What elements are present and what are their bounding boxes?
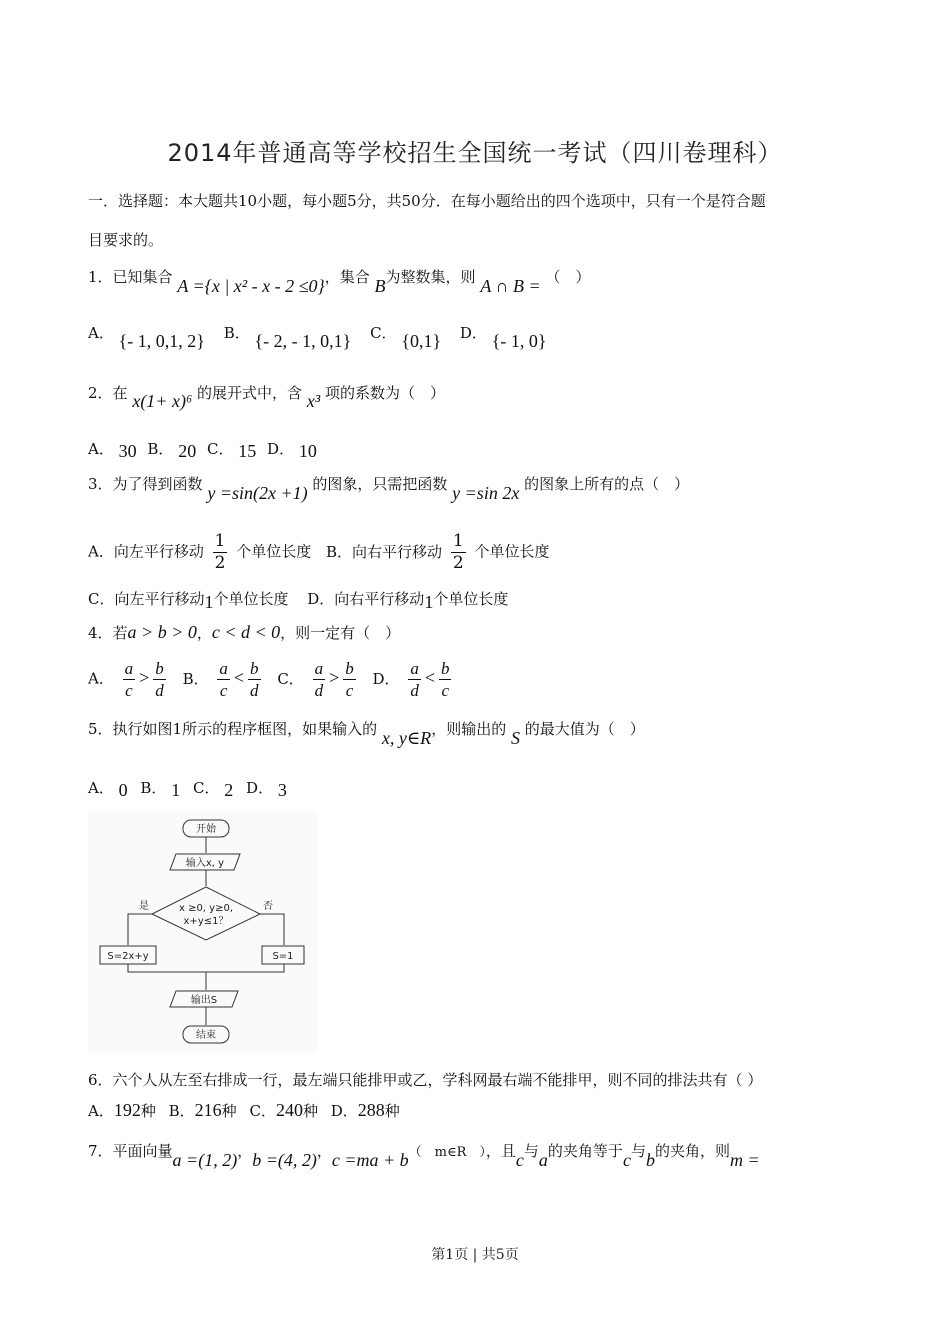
q1-set-a: A ={x | x² - x - 2 ≤0}: [177, 276, 325, 296]
question-4: [88, 622, 400, 643]
q3-options-ab: [88, 531, 549, 574]
q4-condition-2: c < d < 0: [211, 622, 281, 642]
q4-c-num-1: a: [314, 659, 324, 678]
q6-option-c-value: 240: [275, 1100, 303, 1120]
q4-option-c-frac-right: [343, 658, 356, 701]
q5-option-d-label: D．: [246, 779, 274, 797]
q7-vector-a: a =(1, 2): [172, 1150, 238, 1170]
q4-condition-1: a > b > 0: [127, 622, 197, 642]
q7-mid1: ，且: [485, 1142, 516, 1160]
q6-option-a-unit: 种: [140, 1102, 156, 1120]
q5-option-c-value: 2: [224, 780, 234, 800]
question-2: [88, 382, 445, 411]
q5-option-a-value: 0: [118, 780, 128, 800]
q7-m: m =: [729, 1150, 760, 1170]
q6-option-c-unit: 种: [302, 1102, 318, 1120]
q2-suffix: 项的系数为（ ）: [324, 384, 445, 402]
q7-c-ref-1: c: [515, 1150, 524, 1170]
q6-option-d-value: 288: [357, 1100, 385, 1120]
q4-b-num-2: b: [250, 659, 259, 678]
q1-expr: A ∩ B =: [480, 276, 541, 296]
q4-option-a-frac-right: [153, 658, 166, 701]
q1-prefix: 1．已知集合: [88, 268, 173, 286]
q3-option-a-label: A．向左平行移动: [88, 542, 204, 561]
q7-b-ref: b: [645, 1150, 655, 1170]
page-title: 2014年普通高等学校招生全国统一考试（四川卷理科）: [167, 139, 783, 167]
q6-option-b-unit: 种: [221, 1102, 237, 1120]
q3-mid: 的图象，只需把函数: [312, 475, 448, 493]
q4-a-den-2: d: [155, 681, 164, 700]
flowchart-figure: [88, 812, 318, 1052]
q4-c-den-1: d: [314, 681, 324, 700]
flow-end-text: 结束: [196, 1030, 216, 1041]
flow-assign-no-text: S=1: [272, 951, 294, 962]
q3-option-c-value: 1: [204, 592, 214, 612]
q4-suffix: ，则一定有（ ）: [280, 624, 401, 642]
q4-option-b-frac-right: [248, 658, 261, 701]
q6-option-d-unit: 种: [384, 1102, 400, 1120]
q1-options: [88, 322, 547, 351]
flow-input-text: 输入x, y: [185, 858, 225, 869]
q3-option-a-suffix: 个单位长度: [236, 542, 312, 561]
q2-option-b-value: 20: [178, 441, 197, 461]
q7-sep2: ，: [316, 1142, 332, 1160]
q7-sep1: ，: [237, 1142, 253, 1160]
flow-no-label: 否: [263, 901, 273, 912]
q3-option-b-label: B．向右平行移动: [326, 542, 443, 561]
q5-option-b-value: 1: [171, 780, 181, 800]
question-1: [88, 266, 591, 296]
q4-a-num-1: a: [124, 659, 134, 678]
q1-mid2: 为整数集，则: [385, 268, 476, 286]
q1-option-a-value: {- 1, 0,1, 2}: [118, 331, 205, 351]
q1-option-d-label: D．: [459, 324, 487, 342]
q3-option-b-denominator: 2: [452, 553, 464, 573]
q4-option-d-label: D．: [372, 669, 400, 688]
flow-start-text: 开始: [196, 824, 216, 835]
q6-option-b-value: 216: [194, 1100, 222, 1120]
q3-option-c-label: C．向左平行移动: [88, 590, 205, 608]
section-intro-line1: 一．选择题：本大题共10小题，每小题5分，共50分．在每小题给出的四个选项中，只有一个是符合题: [88, 192, 766, 210]
q2-option-a-value: 30: [118, 441, 137, 461]
question-5: [88, 718, 645, 748]
q4-b-den-2: d: [250, 681, 259, 700]
question-3: [88, 473, 690, 503]
q3-suffix: 的图象上所有的点（ ）: [524, 475, 690, 493]
q1-option-b-value: {- 2, - 1, 0,1}: [254, 331, 352, 351]
q7-with-2: 与: [630, 1142, 646, 1160]
q6-option-b-label: B．: [168, 1102, 195, 1120]
q2-mid: 的展开式中，含: [196, 384, 302, 402]
q4-option-c-operator: >: [329, 667, 340, 688]
q5-vars: x, y∈R: [381, 728, 432, 748]
q5-option-d-value: 3: [277, 780, 287, 800]
q5-options: [88, 777, 287, 798]
q4-a-den-1: c: [125, 681, 133, 700]
q4-a-num-2: b: [155, 659, 164, 678]
q7-mid2: 的夹角等于: [547, 1142, 623, 1160]
q7-prefix: 7．平面向量: [88, 1142, 173, 1160]
q1-option-a-label: A．: [88, 324, 114, 342]
question-7: [88, 1140, 760, 1170]
q4-option-a-frac-left: [123, 658, 136, 701]
q3-function-2: y =sin 2x: [452, 483, 520, 503]
q4-c-num-2: b: [345, 659, 354, 678]
flow-condition-line1: x ≥0, y≥0,: [178, 903, 234, 914]
q1-option-d-value: {- 1, 0}: [491, 331, 547, 351]
q4-option-a-operator: >: [139, 667, 150, 688]
q6-option-d-label: D．: [330, 1102, 358, 1120]
q3-option-d-value: 1: [424, 592, 434, 612]
q1-mid: ，集合: [324, 268, 370, 286]
q4-c-den-2: c: [345, 681, 354, 700]
q4-options: [88, 658, 455, 701]
q4-option-d-frac-left: [408, 658, 421, 701]
q1-option-b-label: B．: [223, 324, 250, 342]
flow-output-text: 输出S: [190, 995, 218, 1006]
q5-suffix: 的最大值为（ ）: [524, 720, 645, 738]
q2-option-b-label: B．: [147, 440, 174, 458]
flow-yes-label: 是: [139, 901, 149, 912]
q4-prefix: 4．若: [88, 624, 128, 642]
q3-options-cd: [88, 588, 509, 612]
q2-expr: x(1+ x)⁶: [132, 391, 193, 411]
q1-option-c-value: {0,1}: [401, 331, 442, 351]
flow-condition-line2: x+y≤1？: [183, 916, 229, 927]
q2-option-d-label: D．: [267, 440, 295, 458]
q3-option-b-fraction: [451, 531, 466, 574]
q4-option-a-label: A．: [88, 669, 114, 688]
q3-option-a-fraction: [213, 531, 228, 574]
q4-separator: ，: [196, 624, 212, 642]
q5-prefix: 5．执行如图1所示的程序框图，如果输入的: [88, 720, 378, 738]
q7-condition: （ m∈R ）: [408, 1145, 486, 1160]
q4-option-d-frac-right: [439, 658, 452, 701]
q4-option-b-operator: <: [233, 667, 245, 688]
q5-s: S: [510, 728, 520, 748]
q2-term: x³: [306, 391, 321, 411]
q6-options: [88, 1100, 400, 1121]
q1-option-c-label: C．: [370, 324, 397, 342]
q3-option-b-numerator: 1: [452, 531, 464, 551]
q6-option-a-label: A．: [88, 1102, 114, 1120]
q4-d-den-1: d: [410, 681, 419, 700]
q3-option-a-numerator: 1: [214, 531, 226, 551]
q4-d-num-2: b: [440, 659, 450, 678]
page-footer: 第1页 | 共5页: [431, 1247, 519, 1263]
flow-assign-yes-text: S=2x+y: [107, 951, 149, 962]
q3-option-b-suffix: 个单位长度: [474, 542, 550, 561]
q5-option-c-label: C．: [193, 779, 220, 797]
q4-option-c-label: C．: [277, 669, 304, 688]
q3-option-d-suffix: 个单位长度: [433, 590, 509, 608]
q5-option-b-label: B．: [140, 779, 167, 797]
question-6: 6．六个人从左至右排成一行，最左端只能排甲或乙，学科网最右端不能排甲，则不同的排法共有（ ）: [88, 1071, 763, 1089]
q2-option-c-label: C．: [207, 440, 234, 458]
q5-mid: ，则输出的: [431, 720, 507, 738]
q4-d-num-1: a: [410, 659, 419, 678]
q2-option-a-label: A．: [88, 440, 114, 458]
q3-function-1: y =sin(2x +1): [207, 483, 308, 503]
q1-paren: （ ）: [545, 268, 591, 286]
q7-with-1: 与: [523, 1142, 539, 1160]
q4-option-b-label: B．: [182, 669, 209, 688]
q4-b-den-1: c: [219, 681, 228, 700]
q7-vector-b: b =(4, 2): [252, 1150, 317, 1170]
q6-option-c-label: C．: [249, 1102, 276, 1120]
q3-option-d-label: D．向右平行移动: [307, 590, 425, 608]
q3-prefix: 3．为了得到函数: [88, 475, 203, 493]
q4-option-d-operator: <: [424, 667, 435, 688]
q4-option-b-frac-left: [217, 658, 230, 701]
q6-option-a-value: 192: [113, 1100, 141, 1120]
q7-c-ref-2: c: [622, 1150, 631, 1170]
q2-options: [88, 438, 317, 459]
q4-b-num-1: a: [219, 659, 228, 678]
section-intro-line2: 目要求的。: [88, 231, 164, 249]
q5-option-a-label: A．: [88, 779, 114, 797]
q7-a-ref: a: [538, 1150, 548, 1170]
q3-option-a-denominator: 2: [214, 553, 226, 573]
q2-option-d-value: 10: [298, 441, 317, 461]
q7-vector-c: c =ma + b: [331, 1150, 409, 1170]
q3-option-c-suffix: 个单位长度: [213, 590, 289, 608]
q4-d-den-2: c: [441, 681, 449, 700]
q2-prefix: 2．在: [88, 384, 128, 402]
q4-option-c-frac-left: [313, 658, 326, 701]
q7-mid3: 的夹角，则: [654, 1142, 730, 1160]
q1-set-b: B: [374, 276, 386, 296]
q2-option-c-value: 15: [238, 441, 257, 461]
